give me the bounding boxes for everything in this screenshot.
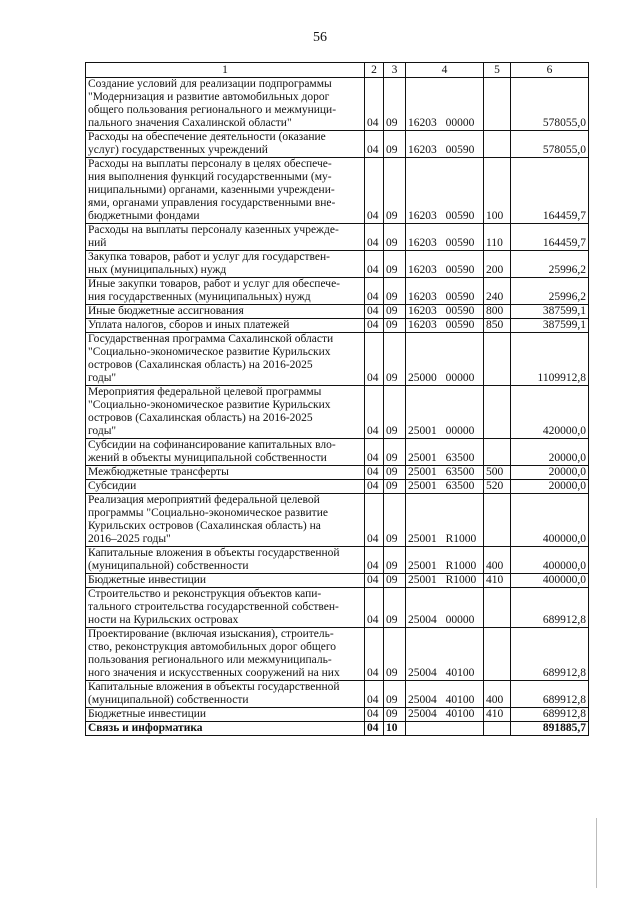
target-article-cell: 25001 63500 — [406, 466, 484, 480]
section-code-cell: 04 — [365, 588, 384, 628]
row-name-cell: Субсидии на софинансирование капитальных вло- жений в объекты муниципальной собственности — [86, 439, 365, 466]
table-row — [86, 574, 589, 588]
target-article-cell: 25001 R1000 — [406, 574, 484, 588]
expense-type-cell — [484, 333, 511, 386]
expense-type-cell — [484, 628, 511, 681]
table-row — [86, 78, 589, 131]
amount-cell: 689912,8 — [511, 681, 589, 708]
subsection-code-cell: 09 — [384, 78, 406, 131]
target-article-cell: 16203 00590 — [406, 278, 484, 305]
expense-type-cell: 400 — [484, 681, 511, 708]
amount-cell: 400000,0 — [511, 494, 589, 547]
subsection-code-cell: 09 — [384, 386, 406, 439]
target-article-cell: 16203 00590 — [406, 224, 484, 251]
subsection-code-cell: 09 — [384, 681, 406, 708]
subsection-code-cell: 09 — [384, 131, 406, 158]
row-name-cell: Капитальные вложения в объекты государственной (муниципальной) собственности — [86, 681, 365, 708]
row-name-cell: Субсидии — [86, 480, 365, 494]
expense-type-cell: 200 — [484, 251, 511, 278]
expense-type-cell: 410 — [484, 708, 511, 722]
table-row — [86, 158, 589, 224]
target-article-cell — [406, 722, 484, 736]
table-body — [86, 78, 589, 736]
table-row — [86, 547, 589, 574]
target-article-cell: 25004 40100 — [406, 628, 484, 681]
target-article-cell: 25001 R1000 — [406, 547, 484, 574]
subsection-code-cell: 09 — [384, 278, 406, 305]
expense-type-cell: 410 — [484, 574, 511, 588]
row-name-cell: Иные бюджетные ассигнования — [86, 305, 365, 319]
section-code-cell: 04 — [365, 224, 384, 251]
subsection-code-cell: 09 — [384, 708, 406, 722]
subsection-code-cell: 09 — [384, 588, 406, 628]
amount-cell: 20000,0 — [511, 439, 589, 466]
amount-cell: 400000,0 — [511, 547, 589, 574]
amount-cell: 25996,2 — [511, 251, 589, 278]
expense-type-cell — [484, 722, 511, 736]
subsection-code-cell: 09 — [384, 547, 406, 574]
amount-cell: 20000,0 — [511, 466, 589, 480]
section-code-cell: 04 — [365, 333, 384, 386]
row-name-cell: Бюджетные инвестиции — [86, 708, 365, 722]
table-row — [86, 439, 589, 466]
table-row — [86, 628, 589, 681]
budget-table — [85, 62, 589, 736]
section-code-cell: 04 — [365, 480, 384, 494]
target-article-cell: 16203 00590 — [406, 251, 484, 278]
amount-cell: 387599,1 — [511, 319, 589, 333]
header-cell-3: 3 — [384, 63, 406, 78]
amount-cell: 578055,0 — [511, 131, 589, 158]
header-cell-1: 1 — [86, 63, 365, 78]
amount-cell: 164459,7 — [511, 158, 589, 224]
table-row — [86, 708, 589, 722]
table-row — [86, 251, 589, 278]
amount-cell: 1109912,8 — [511, 333, 589, 386]
section-code-cell: 04 — [365, 722, 384, 736]
section-code-cell: 04 — [365, 547, 384, 574]
expense-type-cell: 520 — [484, 480, 511, 494]
amount-cell: 420000,0 — [511, 386, 589, 439]
row-name-cell: Бюджетные инвестиции — [86, 574, 365, 588]
row-name-cell: Проектирование (включая изыскания), строитель- ство, реконструкция автомобильных дорог общего пользования регионального или межмуниципаль- ного значения и искусственных сооружений на них — [86, 628, 365, 681]
section-code-cell: 04 — [365, 319, 384, 333]
table-row — [86, 588, 589, 628]
table-row — [86, 480, 589, 494]
target-article-cell: 25001 63500 — [406, 480, 484, 494]
subsection-code-cell: 09 — [384, 628, 406, 681]
amount-cell: 891885,7 — [511, 722, 589, 736]
expense-type-cell — [484, 588, 511, 628]
section-code-cell: 04 — [365, 78, 384, 131]
row-name-cell: Связь и информатика — [86, 722, 365, 736]
table-row — [86, 278, 589, 305]
table-row — [86, 224, 589, 251]
row-name-cell: Закупка товаров, работ и услуг для государствен- ных (муниципальных) нужд — [86, 251, 365, 278]
table-row — [86, 494, 589, 547]
table-row — [86, 131, 589, 158]
expense-type-cell — [484, 386, 511, 439]
table-row — [86, 333, 589, 386]
subsection-code-cell: 09 — [384, 305, 406, 319]
target-article-cell: 25001 63500 — [406, 439, 484, 466]
subsection-code-cell: 09 — [384, 333, 406, 386]
subsection-code-cell: 09 — [384, 251, 406, 278]
target-article-cell: 16203 00000 — [406, 78, 484, 131]
target-article-cell: 16203 00590 — [406, 158, 484, 224]
section-code-cell: 04 — [365, 305, 384, 319]
target-article-cell: 16203 00590 — [406, 305, 484, 319]
expense-type-cell — [484, 131, 511, 158]
header-cell-4: 4 — [406, 63, 484, 78]
table-row — [86, 319, 589, 333]
section-code-cell: 04 — [365, 466, 384, 480]
target-article-cell: 25001 00000 — [406, 386, 484, 439]
row-name-cell: Государственная программа Сахалинской области "Социально-экономическое развитие Курильских островов (Сахалинская область) на 2016-2025 годы" — [86, 333, 365, 386]
table-header-row — [86, 63, 589, 78]
amount-cell: 25996,2 — [511, 278, 589, 305]
expense-type-cell: 800 — [484, 305, 511, 319]
expense-type-cell — [484, 494, 511, 547]
table-row — [86, 466, 589, 480]
target-article-cell: 16203 00590 — [406, 131, 484, 158]
row-name-cell: Расходы на обеспечение деятельности (оказание услуг) государственных учреждений — [86, 131, 365, 158]
expense-type-cell — [484, 439, 511, 466]
amount-cell: 400000,0 — [511, 574, 589, 588]
page-number: 56 — [313, 30, 327, 45]
row-name-cell: Создание условий для реализации подпрограммы "Модернизация и развитие автомобильных дорог общего пользования регионального и межмуници- пального значения Сахалинской области" — [86, 78, 365, 131]
subsection-code-cell: 09 — [384, 224, 406, 251]
section-code-cell: 04 — [365, 131, 384, 158]
target-article-cell: 25004 40100 — [406, 708, 484, 722]
row-name-cell: Строительство и реконструкция объектов капи- тального строительства государственной собствен- ности на Курильских островах — [86, 588, 365, 628]
expense-type-cell: 110 — [484, 224, 511, 251]
section-code-cell: 04 — [365, 439, 384, 466]
amount-cell: 20000,0 — [511, 480, 589, 494]
amount-cell: 689912,8 — [511, 628, 589, 681]
section-code-cell: 04 — [365, 574, 384, 588]
section-code-cell: 04 — [365, 681, 384, 708]
section-code-cell: 04 — [365, 278, 384, 305]
amount-cell: 689912,8 — [511, 708, 589, 722]
row-name-cell: Расходы на выплаты персоналу в целях обеспече- ния выполнения функций государственными (му- ниципальными) органами, казенными учреждени- ями, органами управления государственными вне- бюджетными фондами — [86, 158, 365, 224]
expense-type-cell: 240 — [484, 278, 511, 305]
expense-type-cell — [484, 78, 511, 131]
expense-type-cell: 850 — [484, 319, 511, 333]
subsection-code-cell: 09 — [384, 574, 406, 588]
section-code-cell: 04 — [365, 386, 384, 439]
header-cell-2: 2 — [365, 63, 384, 78]
target-article-cell: 16203 00590 — [406, 319, 484, 333]
target-article-cell: 25000 00000 — [406, 333, 484, 386]
subsection-code-cell: 09 — [384, 494, 406, 547]
section-code-cell: 04 — [365, 158, 384, 224]
table-row — [86, 305, 589, 319]
row-name-cell: Межбюджетные трансферты — [86, 466, 365, 480]
scan-mark-line — [596, 818, 597, 888]
row-name-cell: Расходы на выплаты персоналу казенных учрежде- ний — [86, 224, 365, 251]
row-name-cell: Иные закупки товаров, работ и услуг для обеспече- ния государственных (муниципальных) нужд — [86, 278, 365, 305]
section-code-cell: 04 — [365, 708, 384, 722]
row-name-cell: Мероприятия федеральной целевой программы "Социально-экономическое развитие Курильских островов (Сахалинская область) на 2016-2025 годы" — [86, 386, 365, 439]
amount-cell: 164459,7 — [511, 224, 589, 251]
row-name-cell: Уплата налогов, сборов и иных платежей — [86, 319, 365, 333]
section-code-cell: 04 — [365, 251, 384, 278]
subsection-code-cell: 09 — [384, 439, 406, 466]
section-code-cell: 04 — [365, 628, 384, 681]
header-cell-5: 5 — [484, 63, 511, 78]
section-code-cell: 04 — [365, 494, 384, 547]
amount-cell: 689912,8 — [511, 588, 589, 628]
table-row — [86, 681, 589, 708]
expense-type-cell: 100 — [484, 158, 511, 224]
target-article-cell: 25004 40100 — [406, 681, 484, 708]
target-article-cell: 25004 00000 — [406, 588, 484, 628]
amount-cell: 387599,1 — [511, 305, 589, 319]
header-cell-6: 6 — [511, 63, 589, 78]
row-name-cell: Реализация мероприятий федеральной целевой программы "Социально-экономическое развитие Курильских островов (Сахалинская область) на 2016–2025 годы" — [86, 494, 365, 547]
table-row — [86, 386, 589, 439]
subsection-code-cell: 09 — [384, 466, 406, 480]
table-row — [86, 722, 589, 736]
amount-cell: 578055,0 — [511, 78, 589, 131]
subsection-code-cell: 09 — [384, 319, 406, 333]
subsection-code-cell: 09 — [384, 158, 406, 224]
expense-type-cell: 500 — [484, 466, 511, 480]
subsection-code-cell: 09 — [384, 480, 406, 494]
target-article-cell: 25001 R1000 — [406, 494, 484, 547]
expense-type-cell: 400 — [484, 547, 511, 574]
subsection-code-cell: 10 — [384, 722, 406, 736]
row-name-cell: Капитальные вложения в объекты государственной (муниципальной) собственности — [86, 547, 365, 574]
